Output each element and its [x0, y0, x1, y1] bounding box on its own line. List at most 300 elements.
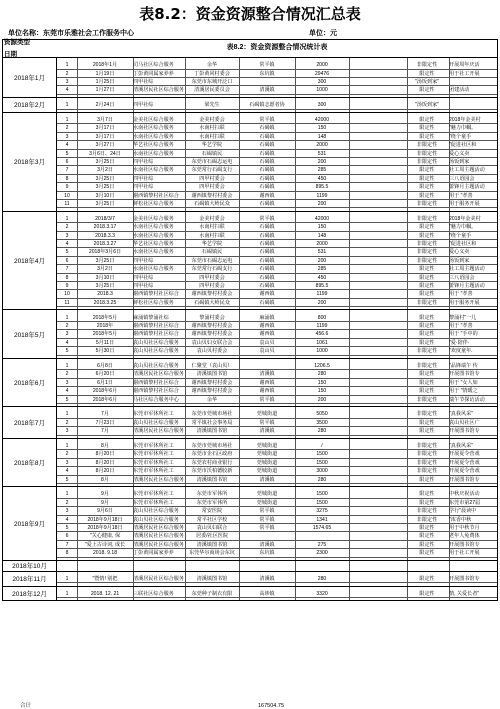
month-block [2, 587, 498, 602]
table-cell: 老年人免费体 [449, 533, 480, 540]
table-cell: 石碣镇 [259, 240, 275, 247]
table-cell: 2018.3.27 [93, 240, 117, 247]
table-cell: 清溪居民社区综合服务 [133, 533, 184, 540]
table-cell: 谢西镇黎村村委会 [191, 331, 233, 338]
table-cell: 石碣镇大岭民众 [194, 299, 230, 306]
table-cell: 限定性 [419, 167, 435, 174]
month-label: 2018年6月 [3, 359, 57, 406]
table-cell: 3320 [316, 590, 328, 597]
table-cell: 非限定性 [416, 459, 438, 466]
table-cell: 3月25日 [95, 200, 115, 207]
table-cell: 石碣镇 [259, 125, 275, 132]
table-cell: 非限定性 [416, 468, 438, 475]
table-cell: 蕾锋月主题活动 [449, 184, 485, 191]
table-cell: 1 [65, 62, 69, 69]
table-cell: 148 [317, 133, 327, 140]
table-cell: 三联社区综合服务 [133, 590, 174, 597]
table-cell: 石碣镇 [259, 274, 275, 281]
table-cell: 456.6 [315, 331, 329, 338]
table-cell: 2018年9月18日 [87, 516, 123, 523]
table-cell: 1000 [316, 87, 328, 94]
table-cell: 东莞市莞城市场社 [191, 442, 233, 449]
table-cell: 社工周主题活动 [449, 266, 485, 273]
table-cell: 限定性 [419, 499, 435, 506]
table-row [57, 314, 497, 322]
table-cell: 限定性 [419, 331, 435, 338]
table-cell: 8 [65, 550, 69, 557]
table-cell: 限定性 [419, 133, 435, 140]
table-cell: 4 [65, 388, 69, 395]
table-cell: 2018年9月18日 [87, 524, 123, 531]
table-cell: 1206.5 [314, 362, 330, 369]
table-cell: 石碣镇 [259, 224, 275, 231]
table-row [57, 70, 497, 78]
table-cell: 2018年金美村 [449, 116, 481, 123]
table-cell: 300 [317, 79, 327, 85]
table-cell: 2018.3.17 [93, 224, 117, 231]
table-cell: 限定性 [419, 224, 435, 231]
table-cell: 石碣镇 [259, 175, 275, 182]
table-cell: "汤饭到家" [415, 79, 439, 85]
table-row [57, 499, 497, 507]
currency-unit: 单位：元 [309, 30, 337, 37]
table-cell: 7月 [101, 411, 109, 418]
column-dividers [57, 561, 497, 571]
table-cell: 清溪镇图书馆 [196, 541, 228, 548]
table-cell: 42000 [314, 215, 330, 222]
table-cell: 东莞市军休所社工 [133, 411, 174, 418]
table-cell: "促进社区和 [449, 142, 477, 149]
table-cell: 非限定性 [416, 142, 438, 149]
table-cell: 2300 [316, 550, 328, 557]
table-cell: 谢西镇 [259, 322, 275, 329]
table-cell: 莞城街道 [256, 459, 278, 466]
table-cell: 2018/3/7 [95, 215, 115, 222]
table-cell: 四甲社综 [133, 282, 154, 289]
table-cell: 蕾锋月主题活动 [449, 282, 485, 289]
table-cell: 8月20日 [95, 468, 115, 475]
table-cell: 5 [65, 524, 69, 531]
table-cell: 450 [317, 274, 327, 281]
table-cell: 1月19日 [95, 70, 115, 77]
table-cell: 限定性 [419, 291, 435, 298]
table-cell: 5月11日 [95, 339, 115, 346]
table-cell: 袁山贝村委会 [196, 348, 228, 355]
table-cell: 石碣镇民 [201, 150, 223, 157]
table-cell: 1 [65, 590, 69, 597]
table-cell: 东莞市军休所 [196, 491, 228, 498]
table-row [57, 265, 497, 273]
table-cell: 水南村扫联 [199, 224, 225, 231]
table-cell: 1 [65, 411, 69, 418]
table-cell: 非限定性 [416, 411, 438, 418]
table-cell: 用于 "孝善 [449, 192, 473, 199]
table-cell: 清溪居民社区综合服务 [133, 541, 184, 548]
table-cell: 开展图书馆专 [449, 428, 480, 435]
table-cell: 2018年5月 [92, 331, 118, 338]
table-cell: 2018年5月 [92, 314, 118, 321]
table-cell: 袁山贝 [259, 339, 275, 346]
table-cell: 4 [65, 516, 69, 523]
table-cell: 谢西镇 [259, 331, 275, 338]
table-cell: 895.5 [315, 184, 329, 191]
table-cell: 3月6日、24日 [89, 150, 121, 157]
table-cell: 非限定性 [416, 396, 438, 403]
table-cell: 5月30日 [95, 348, 115, 355]
table-cell: 6月20日 [95, 371, 115, 378]
table-cell: 莞城街道 [256, 491, 278, 498]
table-cell: 用于服务开展 [449, 299, 480, 306]
table-cell: 常平镇 [259, 508, 275, 515]
table-cell: 三八语园会 [449, 175, 475, 182]
table-cell: 四甲社综 [133, 274, 154, 281]
table-cell: 东莞市企石区政府 [191, 451, 233, 458]
table-row [57, 274, 497, 282]
page-title: 表8.2：资金资源整合情况汇总表 [139, 5, 361, 23]
table-cell: 限定性 [419, 274, 435, 281]
table-cell: 4 [65, 468, 69, 475]
table-cell: 限定性 [419, 476, 435, 483]
table-cell: 8月 [101, 442, 109, 449]
table-cell: 清溪镇图书馆 [196, 371, 228, 378]
table-cell: 谢西镇黎村村委会 [191, 192, 233, 199]
table-cell: 非限定性 [416, 299, 438, 306]
table-cell: 东坑镇 [259, 550, 275, 557]
table-cell: 非限定性 [416, 249, 438, 256]
table-cell: 丁彭黄同属家养养 [133, 70, 174, 77]
table-cell: 10 [64, 291, 70, 298]
table-cell: 1199 [316, 322, 328, 329]
table-cell: 水南社区综合服务 [133, 125, 174, 132]
table-cell: 东莞种子制衣有限 [191, 590, 233, 597]
table-cell: 谢西镇 [259, 388, 275, 395]
table-cell: 四甲村委会 [199, 282, 225, 289]
table-cell: 非限定性 [416, 257, 438, 264]
total-label: 合计 [20, 703, 32, 709]
table-cell: 东莞农村商业银行 [191, 459, 233, 466]
table-cell: 1500 [316, 491, 328, 498]
table-cell: 水南村扫联 [199, 232, 225, 239]
table-cell: "汤饭到家" [415, 102, 439, 109]
table-cell: 清溪镇图书馆 [196, 476, 228, 483]
table-cell: 150 [317, 224, 327, 231]
table-row [57, 257, 497, 265]
month-block [2, 359, 498, 407]
table-cell: 华艺学院 [201, 142, 223, 149]
table-row [57, 541, 497, 549]
table-cell: 11 [64, 200, 70, 207]
table-cell: "品锋端午 传 [449, 362, 478, 369]
table-row [57, 362, 497, 370]
table-cell: 谢西镇黎村社区综合 [133, 388, 179, 395]
table-cell: "绕个童手 [449, 232, 472, 239]
table-cell: 200 [317, 158, 327, 165]
table-cell: 280 [317, 476, 327, 483]
table-row [57, 467, 497, 475]
table-cell: 280 [317, 371, 327, 378]
table-cell: 四甲社综 [133, 257, 154, 264]
table-cell: 限定性 [419, 371, 435, 378]
table-cell: "真我风采" [449, 411, 473, 418]
table-cell: 袁山贝社区综合服务 [133, 516, 179, 523]
table-row [57, 347, 497, 355]
table-cell: 袁山贝妇联合 [196, 524, 228, 531]
table-cell: 石碣镇志愿者协 [249, 102, 285, 109]
table-cell: 水南社区综合服务 [133, 249, 174, 256]
table-cell: 开展夏令营戏 [449, 451, 480, 458]
table-cell: 3500 [316, 419, 328, 426]
table-cell: 石碣镇 [259, 266, 275, 273]
table-cell: 石碣镇大岭民众 [194, 200, 230, 207]
table-cell: 300 [317, 102, 327, 109]
table-cell: 爱心义卖 [449, 249, 470, 256]
table-cell: 5 [65, 476, 69, 483]
table-cell: 袁山贝社区综合服务 [133, 419, 179, 426]
table-cell: 三八语园会 [449, 274, 475, 281]
table-row [57, 290, 497, 298]
table-cell: "浓香中秋 [449, 516, 472, 523]
table-cell: "关心健康, 保 [89, 533, 121, 540]
table-cell: 1000 [316, 348, 328, 355]
table-cell: 东莞市莞城市场社 [191, 411, 233, 418]
table-cell: 3 [65, 428, 69, 435]
table-cell: 8月20日 [95, 451, 115, 458]
table-cell: "绕个童手 [449, 133, 472, 140]
table-cell: "魅力巾帼。 [449, 224, 477, 231]
table-cell: 石碣镇 [259, 257, 275, 264]
table-cell: 清溪镇 [259, 541, 275, 548]
table-cell: 4 [65, 142, 69, 149]
table-cell: 3月17日 [95, 125, 115, 132]
table-cell: 端午节探访活动 [449, 396, 485, 403]
table-cell: 非限定性 [416, 62, 438, 69]
table-cell: 3月2日 [97, 266, 113, 273]
table-cell: 限定性 [419, 192, 435, 199]
table-cell: 2000 [316, 62, 328, 69]
table-cell: 石碣镇 [259, 133, 275, 140]
table-cell: 3月25日 [95, 257, 115, 264]
total-value: 167504.75 [258, 703, 284, 709]
month-label: 2018年3月 [3, 113, 57, 211]
table-cell: 7 [65, 266, 69, 273]
table-cell: 3月10日 [95, 274, 115, 281]
table-cell: 常平镇 [259, 516, 275, 523]
table-cell: 石碣镇 [259, 184, 275, 191]
table-cell: 275 [317, 541, 327, 548]
table-cell: 清溪镇图书馆 [196, 575, 228, 582]
table-cell: 清溪居民社区综合服务 [133, 524, 184, 531]
table-cell: "爱上古诗词, 成长 [84, 541, 126, 548]
table-cell: 6 [65, 158, 69, 165]
table-cell: 限定性 [419, 533, 435, 540]
table-cell: 895.5 [315, 282, 329, 289]
table-cell: 9月6日 [97, 508, 113, 515]
table-cell: 限定性 [419, 175, 435, 182]
table-cell: 限定性 [419, 87, 435, 94]
table-cell: 非限定性 [416, 240, 438, 247]
table-cell: 用于服务开展 [449, 200, 480, 207]
table-cell: 黎涌村"一儿 [449, 314, 477, 321]
table-cell: 200 [317, 299, 327, 306]
table-cell: 7月23日 [95, 419, 115, 426]
table-cell: 用于 "手中的 [449, 331, 478, 338]
table-cell: 常平镇 [259, 419, 275, 426]
table-row [57, 524, 497, 532]
table-row [57, 166, 497, 174]
table-row [57, 442, 497, 450]
table-cell: 2 [65, 125, 69, 132]
table-cell: 1 [65, 491, 69, 498]
table-cell: 莞城街道 [256, 499, 278, 506]
table-cell: 鲜松社区综合服务 [133, 299, 174, 306]
table-cell: 280 [317, 428, 327, 435]
table-cell: 2000 [316, 142, 328, 149]
month-block [2, 572, 498, 587]
table-cell: 开展夏令营戏 [449, 468, 480, 475]
table-row [57, 78, 497, 86]
summary-table [2, 58, 498, 703]
table-cell: 7月 [101, 428, 109, 435]
table-cell: 1500 [316, 451, 328, 458]
table-cell: 非限定性 [416, 200, 438, 207]
table-cell: 石碣镇 [259, 232, 275, 239]
table-row [57, 240, 497, 248]
table-cell: 东莞市沃柏德胶新 [191, 468, 233, 475]
table-cell: 限定性 [419, 70, 435, 77]
table-row [57, 575, 497, 583]
table-cell: 石碣镇 [259, 167, 275, 174]
month-label: 2018年5月 [3, 310, 57, 357]
table-cell: 莞城街道 [256, 411, 278, 418]
table-cell: 水南社区综合服务 [133, 232, 174, 239]
table-cell: 4 [65, 87, 69, 94]
table-cell: 学行"晨读中 [449, 508, 477, 515]
table-cell: 2 [65, 451, 69, 458]
table-cell: 麻涌镇黎涌社综 [133, 314, 169, 321]
table-cell: 280 [317, 575, 327, 582]
table-cell: 1500 [316, 459, 328, 466]
table-row [57, 590, 497, 598]
table-row [57, 419, 497, 427]
table-cell: 2018.3.3 [95, 232, 115, 239]
table-cell: 450 [317, 175, 327, 182]
table-cell: 2018.3 [97, 291, 113, 298]
table-cell: 8月 [101, 476, 109, 483]
table-cell: 水南社区综合服务 [133, 167, 174, 174]
month-label: 2018年8月 [3, 439, 57, 486]
table-cell: 谢西镇 [259, 192, 275, 199]
table-row [57, 61, 497, 69]
table-cell: 非限定性 [416, 158, 438, 165]
month-block [2, 439, 498, 487]
month-block [2, 113, 498, 212]
month-label: 2018年4月 [3, 212, 57, 310]
table-row [57, 232, 497, 240]
table-cell: 8 [65, 175, 69, 182]
table-cell: 水南社区综合服务 [133, 150, 174, 157]
table-row [57, 141, 497, 149]
table-cell: 石碣镇 [259, 158, 275, 165]
table-cell: 莞城街道 [256, 451, 278, 458]
table-cell: 3月25日 [95, 175, 115, 182]
table-cell: 3 [65, 508, 69, 515]
table-cell: 200 [317, 396, 327, 403]
table-cell: 东莞市石碣志运电 [191, 158, 233, 165]
table-row [57, 549, 497, 557]
table-cell: 限定性 [419, 575, 435, 582]
table-cell: 531 [317, 150, 327, 157]
table-cell: 常平镇 [259, 62, 275, 69]
table-cell: 531 [317, 249, 327, 256]
table-cell: 150 [317, 379, 327, 386]
table-cell: 东莞市军休所社工 [133, 442, 174, 449]
table-cell: 四甲社综 [133, 102, 154, 109]
table-row [57, 299, 497, 307]
table-cell: 1 [65, 362, 69, 369]
table-cell: 东莞市军休所 [196, 499, 228, 506]
table-cell: 2018. 12. 21 [90, 590, 120, 597]
table-cell: 中秋庆祝活动 [449, 491, 480, 498]
table-header [2, 39, 498, 58]
table-cell: 清溪镇 [259, 476, 275, 483]
table-cell: 开展图书馆专 [449, 476, 480, 483]
table-row [57, 459, 497, 467]
table-cell: 3 [65, 331, 69, 338]
table-cell: 东莞市军休所社工 [133, 491, 174, 498]
table-cell: 非限定性 [416, 508, 438, 515]
table-row [57, 175, 497, 183]
table-cell: 石碣镇民 [201, 249, 223, 256]
table-row [57, 516, 497, 524]
table-cell: 285 [317, 167, 327, 174]
table-cell: 3月2日 [97, 167, 113, 174]
table-cell: 42000 [314, 116, 330, 123]
table-cell: 1 [65, 442, 69, 449]
table-cell: 用于 "孝善 [449, 322, 473, 329]
table-cell: 1月27日 [95, 87, 115, 94]
table-cell: 200 [317, 257, 327, 264]
table-cell: 800 [317, 314, 327, 321]
table-row [57, 124, 497, 132]
table-cell: 2018年3月6日 [88, 249, 122, 256]
table-cell: 非限定性 [416, 150, 438, 157]
table-cell: 3 [65, 79, 69, 85]
table-cell: 用于社工开展 [449, 550, 480, 557]
table-cell: 东莞常行石碣支行 [191, 266, 233, 273]
table-cell: 金美社区综合服务 [133, 215, 174, 222]
table-cell: 石碣镇 [259, 150, 275, 157]
table-cell: 3 [65, 133, 69, 140]
table-row [57, 330, 497, 338]
table-cell: 8 [65, 274, 69, 281]
table-cell: 汤饭到家 [449, 257, 470, 264]
table-cell: 袁山贝社区综合服务 [133, 339, 179, 346]
table-cell: "爱·陪伴· [449, 339, 470, 346]
table-cell: 常平镇 [259, 396, 275, 403]
table-cell: 4 [65, 240, 69, 247]
table-row [57, 410, 497, 418]
table-cell: 四甲村委会 [199, 184, 225, 191]
table-cell: 开展周年庆活 [449, 62, 480, 69]
table-cell: 3 [65, 379, 69, 386]
organization-name: 单位名称：东莞市乐雅社会工作服务中心 [8, 30, 134, 37]
table-cell: 200 [317, 200, 327, 207]
table-cell: 5050 [316, 411, 328, 418]
table-row [57, 101, 497, 109]
table-cell: 四甲村委会 [199, 175, 225, 182]
table-cell: 莞城街道 [256, 468, 278, 475]
table-cell: 常平镇 [259, 524, 275, 531]
